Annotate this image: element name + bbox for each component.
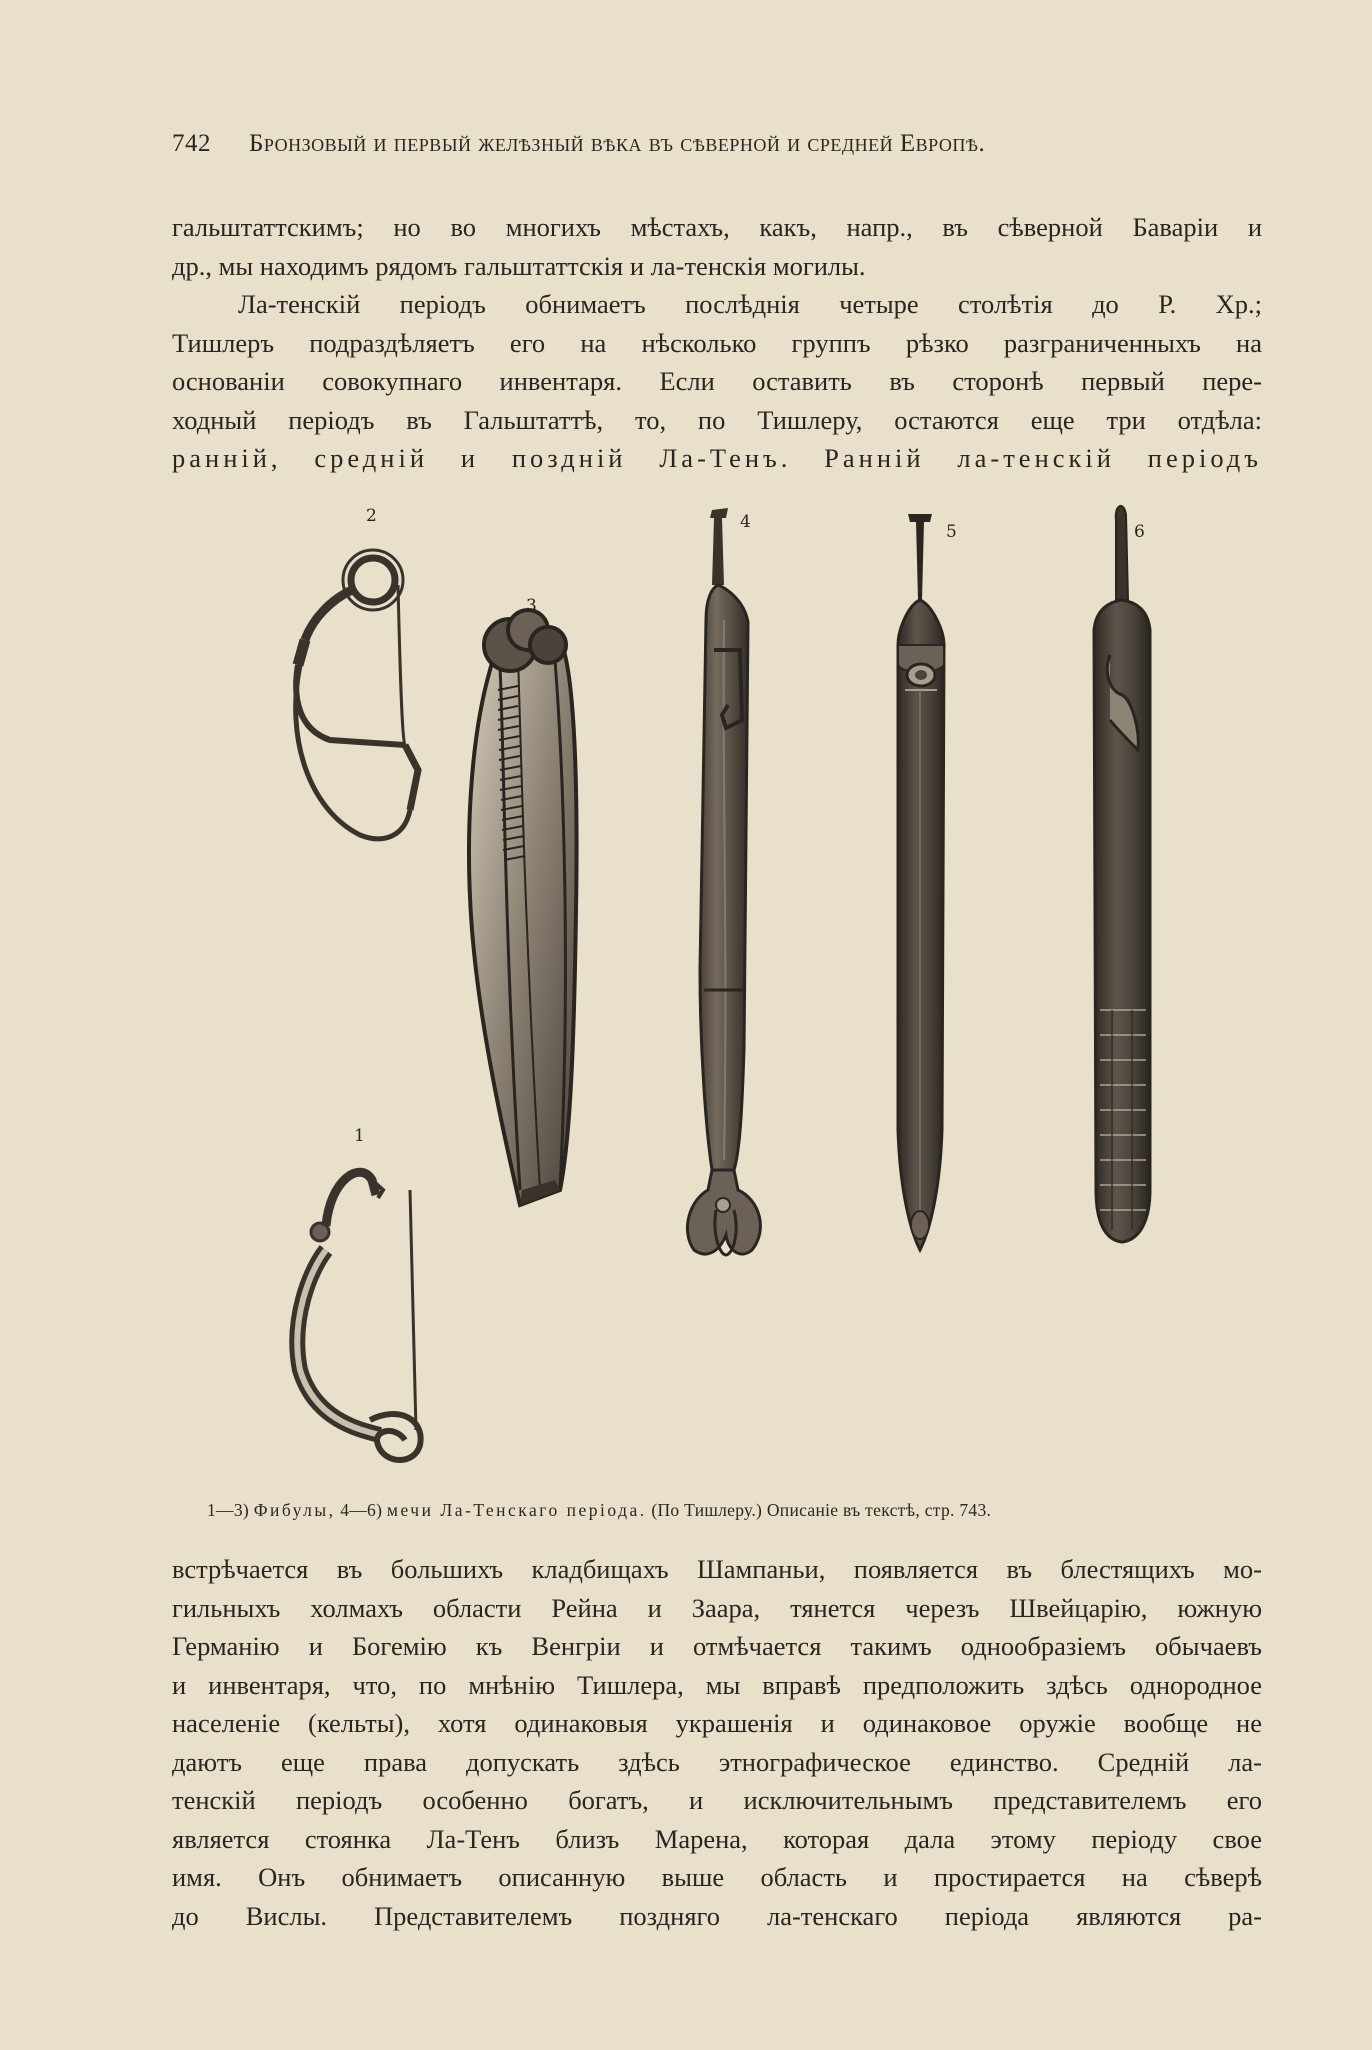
figure-label-6: 6	[1134, 522, 1145, 542]
text-line: даютъ еще права допускать здѣсь этнографическое единство. Средній ла-	[172, 1746, 1262, 1777]
figure-label-5: 5	[946, 522, 957, 542]
fibula-2-drawing	[296, 550, 418, 839]
caption-reference: Описаніе въ текстѣ, стр. 743.	[766, 1500, 992, 1520]
sword-4-drawing	[687, 508, 760, 1255]
text-line: до Вислы. Представителемъ поздняго ла-тенскаго періода являются ра-	[172, 1900, 1262, 1931]
text-line: Германію и Богемію къ Венгріи и отмѣчается такимъ однообразіемъ обычаевъ	[172, 1631, 1262, 1661]
figure-label-1: 1	[354, 1126, 365, 1146]
text-line: гальштаттскимъ; но во многихъ мѣстахъ, какъ, напр., въ сѣверной Баваріи и	[172, 212, 1262, 242]
text-line: встрѣчается въ большихъ кладбищахъ Шампаньи, появляется въ блестящихъ мо-	[172, 1554, 1262, 1584]
caption-fibulae: Фибулы,	[253, 1500, 336, 1520]
running-title: Бронзовый и первый желѣзный вѣка въ сѣверной и средней Европѣ.	[249, 130, 986, 157]
text-line: является стоянка Ла-Тенъ близъ Марена, которая дала этому періоду свое	[172, 1823, 1262, 1854]
illustration	[0, 490, 1372, 1490]
page-number: 742	[172, 130, 211, 157]
text-line: ранній, средній и поздній Ла-Тенъ. Ранній ла-тенскій періодъ	[172, 443, 1262, 473]
figure-caption	[207, 1500, 1227, 1521]
text-line: имя. Онъ обнимаетъ описанную выше область и простирается на сѣверѣ	[172, 1862, 1262, 1892]
text-line: и инвентаря, что, по мнѣнію Тишлера, мы вправѣ предположить здѣсь однородное	[172, 1669, 1262, 1700]
text-line: населеніе (кельты), хотя одинаковыя украшенія и одинаковое оружіе вообще не	[172, 1708, 1262, 1738]
text-line: Ла-тенскій періодъ обнимаетъ послѣднія четыре столѣтія до Р. Хр.;	[238, 289, 1262, 319]
fibula-1-drawing	[297, 1172, 420, 1460]
caption-range-2: 4—6)	[340, 1500, 383, 1520]
caption-range-1: 1—3)	[207, 1500, 250, 1520]
text-line: основаніи совокупнаго инвентаря. Если оставить въ сторонѣ первый пере-	[172, 366, 1262, 396]
text-line: гильныхъ холмахъ области Рейна и Заара, тянется черезъ Швейцарію, южную	[172, 1592, 1262, 1623]
figure-label-3: 3	[526, 596, 537, 616]
page-header	[172, 130, 1272, 158]
text-line: ходный періодъ въ Гальштаттѣ, то, по Тишлеру, остаются еще три отдѣла:	[172, 404, 1262, 435]
text-line: тенскій періодъ особенно богатъ, и исключительнымъ представителемъ его	[172, 1785, 1262, 1815]
sword-5-drawing	[898, 514, 944, 1250]
text-line: Тишлеръ подраздѣляетъ его на нѣсколько группъ рѣзко разграниченныхъ на	[172, 327, 1262, 358]
text-line: др., мы находимъ рядомъ гальштаттскія и ла-тенскія могилы.	[172, 250, 866, 281]
text-block-top	[172, 208, 1262, 478]
sword-6-drawing	[1094, 506, 1150, 1242]
figure-label-2: 2	[366, 506, 377, 526]
text-block-bottom	[172, 1550, 1262, 1935]
caption-source: (По Тишлеру.)	[651, 1500, 763, 1520]
figure-label-4: 4	[740, 512, 751, 532]
fibula-3-drawing	[469, 610, 577, 1205]
illustration-drawing	[0, 490, 1372, 1490]
caption-swords: мечи Ла-Тенскаго періода.	[386, 1500, 647, 1520]
